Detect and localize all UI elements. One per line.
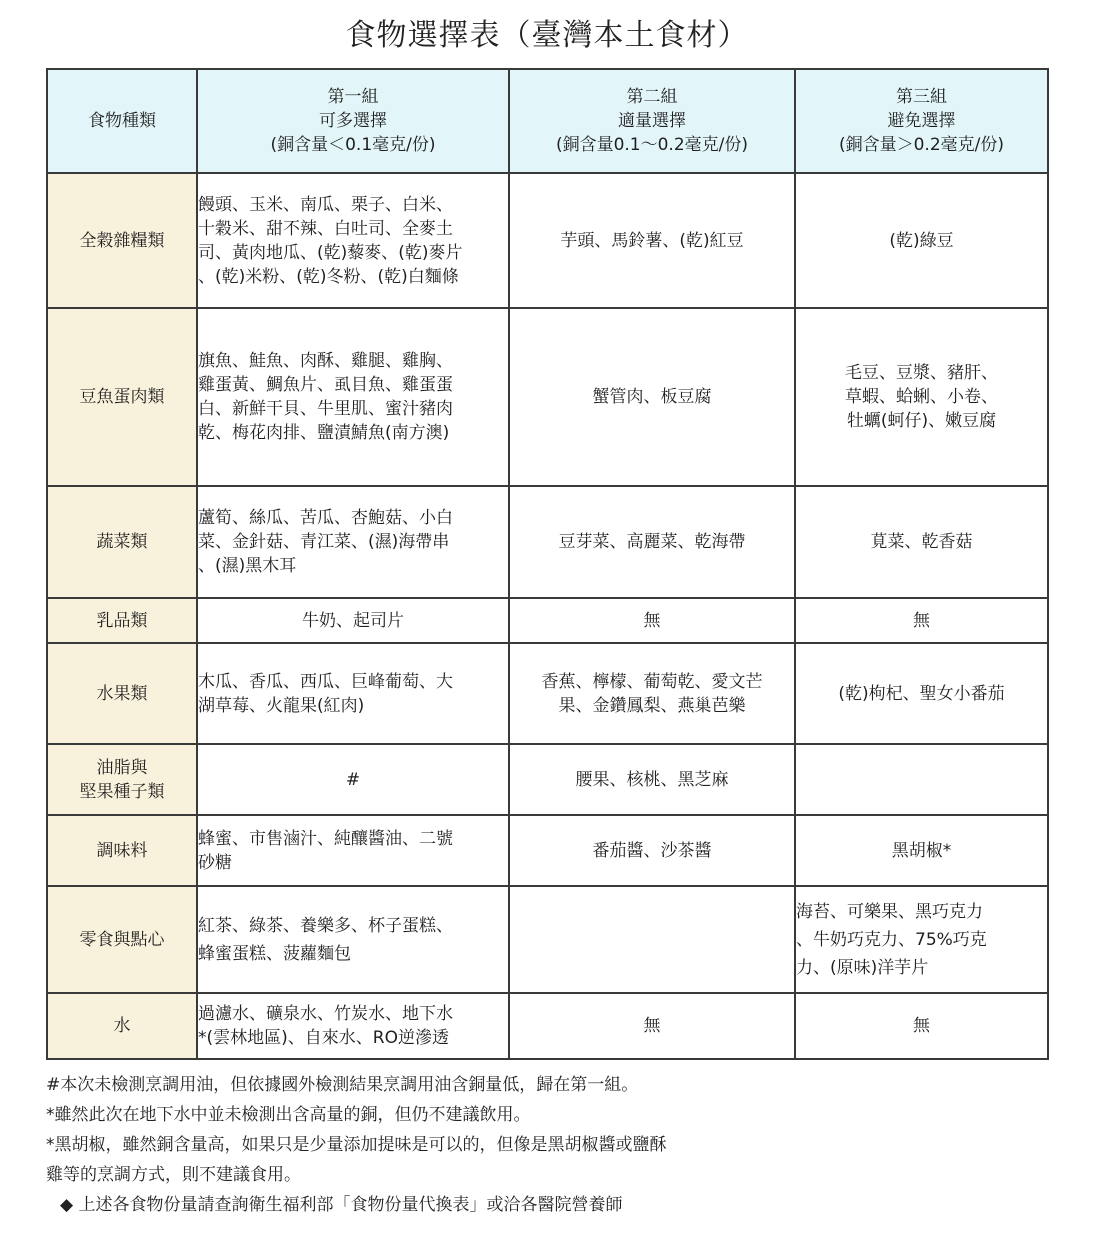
cell-text-line: 蜂蜜、市售滷汁、純釀醬油、二號	[198, 828, 453, 849]
cell-g1	[197, 598, 509, 643]
table-row	[47, 886, 1048, 993]
cell-g2	[509, 173, 795, 308]
footnote-groundwater: *雖然此次在地下水中並未檢測出含高量的銅，但仍不建議飲用。	[46, 1105, 531, 1125]
header-group1	[197, 69, 509, 173]
table-row	[47, 643, 1048, 744]
table-row	[47, 993, 1048, 1059]
cell-text-line: 砂糖	[198, 852, 232, 873]
food-selection-table	[46, 68, 1049, 1060]
cell-text-line: 牡蠣(蚵仔)、嫩豆腐	[846, 411, 997, 431]
header-group2-name: 第二組	[626, 87, 678, 107]
cell-g1	[197, 308, 509, 486]
header-group3-advice: 避免選擇	[887, 111, 956, 131]
table-row	[47, 308, 1048, 486]
footnote-pepper-cont: 雞等的烹調方式，則不建議食用。	[46, 1165, 301, 1185]
cell-text-line: 牛奶、起司片	[302, 610, 404, 631]
header-group2-range: (銅含量0.1～0.2毫克/份)	[555, 135, 749, 155]
cell-text-line: 毛豆、豆漿、豬肝、	[845, 363, 998, 383]
cell-text-line: 黑胡椒*	[891, 840, 952, 861]
cell-text-line: 腰果、核桃、黑芝麻	[575, 769, 729, 790]
header-group1-name: 第一組	[327, 87, 379, 107]
cell-text-line: 、(乾)米粉、(乾)冬粉、(乾)白麵條	[198, 266, 459, 287]
cell-text-line: #	[345, 769, 361, 790]
row-category	[47, 744, 197, 815]
cell-g1	[197, 486, 509, 598]
category-label: 油脂與	[96, 757, 148, 778]
row-category	[47, 886, 197, 993]
cell-text-line: (乾)綠豆	[889, 230, 954, 251]
table-row	[47, 486, 1048, 598]
category-label: 水果類	[96, 683, 148, 704]
footnotes	[46, 1070, 806, 1220]
category-label: 水	[113, 1016, 131, 1036]
cell-g2	[509, 486, 795, 598]
header-group2	[509, 69, 795, 173]
cell-text-line: 、(濕)黑木耳	[198, 556, 297, 576]
header-group2-advice: 適量選擇	[618, 111, 686, 131]
cell-g2	[509, 993, 795, 1059]
row-category	[47, 643, 197, 744]
cell-text-line: 旗魚、鮭魚、肉酥、雞腿、雞胸、	[198, 351, 453, 371]
cell-text-line: 無	[643, 1016, 661, 1036]
cell-text-line: 蘆筍、絲瓜、苦瓜、杏鮑菇、小白	[198, 508, 453, 528]
cell-g2	[509, 886, 795, 993]
cell-text-line: 無	[913, 1016, 930, 1036]
cell-text-line: 、牛奶巧克力、75%巧克	[796, 929, 987, 950]
row-category	[47, 173, 197, 308]
cell-text-line: 芋頭、馬鈴薯、(乾)紅豆	[560, 230, 744, 251]
row-category	[47, 486, 197, 598]
cell-text-line: 蜂蜜蛋糕、菠蘿麵包	[198, 943, 351, 964]
cell-text-line: 紅茶、綠茶、養樂多、杯子蛋糕、	[198, 915, 453, 936]
footnote-oil: #本次未檢測烹調用油，但依據國外檢測結果烹調用油含銅量低，歸在第一組。	[46, 1075, 639, 1095]
table-body	[47, 173, 1048, 1059]
cell-g1	[197, 643, 509, 744]
footnote-reference: ◆ 上述各食物份量請查詢衛生福利部「食物份量代換表」或洽各醫院營養師	[60, 1195, 623, 1215]
row-category	[47, 308, 197, 486]
category-label: 零食與點心	[79, 929, 165, 950]
cell-text-line: 白、新鮮干貝、牛里肌、蜜汁豬肉	[198, 399, 453, 419]
cell-g3	[795, 643, 1048, 744]
cell-text-line: 豆芽菜、高麗菜、乾海帶	[558, 532, 746, 552]
category-label: 乳品類	[96, 610, 148, 631]
cell-g3	[795, 173, 1048, 308]
footnote-pepper: *黑胡椒，雖然銅含量高，如果只是少量添加提味是可以的，但像是黑胡椒醬或鹽酥	[46, 1135, 667, 1155]
cell-text-line: 十穀米、甜不辣、白吐司、全麥土	[198, 218, 453, 239]
category-label: 調味料	[96, 840, 148, 861]
cell-g2	[509, 643, 795, 744]
cell-g3	[795, 993, 1048, 1059]
cell-text-line: 饅頭、玉米、南瓜、栗子、白米、	[198, 194, 453, 215]
cell-text-line: 菜、金針菇、青江菜、(濕)海帶串	[198, 532, 450, 552]
header-group3-range: (銅含量＞0.2毫克/份)	[838, 135, 1005, 155]
header-group1-range: (銅含量＜0.1毫克/份)	[270, 135, 436, 155]
cell-text-line: 無	[643, 610, 661, 631]
table-row	[47, 173, 1048, 308]
category-label: 豆魚蛋肉類	[79, 387, 165, 407]
cell-text-line: 香蕉、檸檬、葡萄乾、愛文芒	[541, 671, 763, 692]
cell-text-line: 雞蛋黃、鯛魚片、虱目魚、雞蛋蛋	[198, 375, 453, 395]
cell-text-line: 無	[913, 610, 930, 631]
cell-text-line: 乾、梅花肉排、鹽漬鯖魚(南方澳)	[198, 423, 450, 443]
cell-g3	[795, 744, 1048, 815]
cell-g1	[197, 815, 509, 886]
cell-g1	[197, 993, 509, 1059]
category-label: 蔬菜類	[96, 532, 148, 552]
cell-text-line: (乾)枸杞、聖女小番茄	[838, 683, 1005, 704]
cell-g2	[509, 598, 795, 643]
cell-text-line: 力、(原味)洋芋片	[796, 957, 929, 978]
table-row	[47, 815, 1048, 886]
page-title: 食物選擇表（臺灣本土食材）	[345, 18, 749, 53]
row-category	[47, 815, 197, 886]
header-group1-advice: 可多選擇	[319, 111, 387, 131]
cell-text-line: 莧菜、乾香菇	[870, 532, 973, 552]
cell-g1	[197, 744, 509, 815]
cell-g3	[795, 886, 1048, 993]
cell-text-line: 過濾水、礦泉水、竹炭水、地下水	[198, 1004, 453, 1024]
header-group3	[795, 69, 1048, 173]
cell-text-line: 海苔、可樂果、黑巧克力	[796, 901, 983, 922]
cell-g3	[795, 308, 1048, 486]
cell-text-line: 番茄醬、沙茶醬	[592, 840, 712, 861]
category-label: 全穀雜糧類	[79, 230, 165, 251]
cell-text-line: 湖草莓、火龍果(紅肉)	[198, 695, 365, 716]
cell-g2	[509, 815, 795, 886]
cell-text-line: 司、黃肉地瓜、(乾)藜麥、(乾)麥片	[198, 242, 463, 263]
row-category	[47, 598, 197, 643]
table-row	[47, 598, 1048, 643]
cell-text-line: 蟹管肉、板豆腐	[592, 387, 712, 407]
row-category	[47, 993, 197, 1059]
table-header-row	[47, 69, 1048, 173]
cell-g2	[509, 744, 795, 815]
cell-text-line: 草蝦、蛤蜊、小卷、	[845, 387, 998, 407]
cell-g2	[509, 308, 795, 486]
cell-text-line: 木瓜、香瓜、西瓜、巨峰葡萄、大	[198, 671, 453, 692]
table-row	[47, 744, 1048, 815]
category-label: 堅果種子類	[79, 781, 165, 802]
cell-g3	[795, 598, 1048, 643]
cell-text-line: 果、金鑽鳳梨、燕巢芭樂	[558, 695, 746, 716]
cell-g3	[795, 815, 1048, 886]
header-group3-name: 第三組	[896, 87, 947, 107]
header-category: 食物種類	[47, 69, 197, 173]
cell-g1	[197, 886, 509, 993]
cell-g1	[197, 173, 509, 308]
cell-text-line: *(雲林地區)、自來水、RO逆滲透	[198, 1028, 449, 1048]
cell-g3	[795, 486, 1048, 598]
